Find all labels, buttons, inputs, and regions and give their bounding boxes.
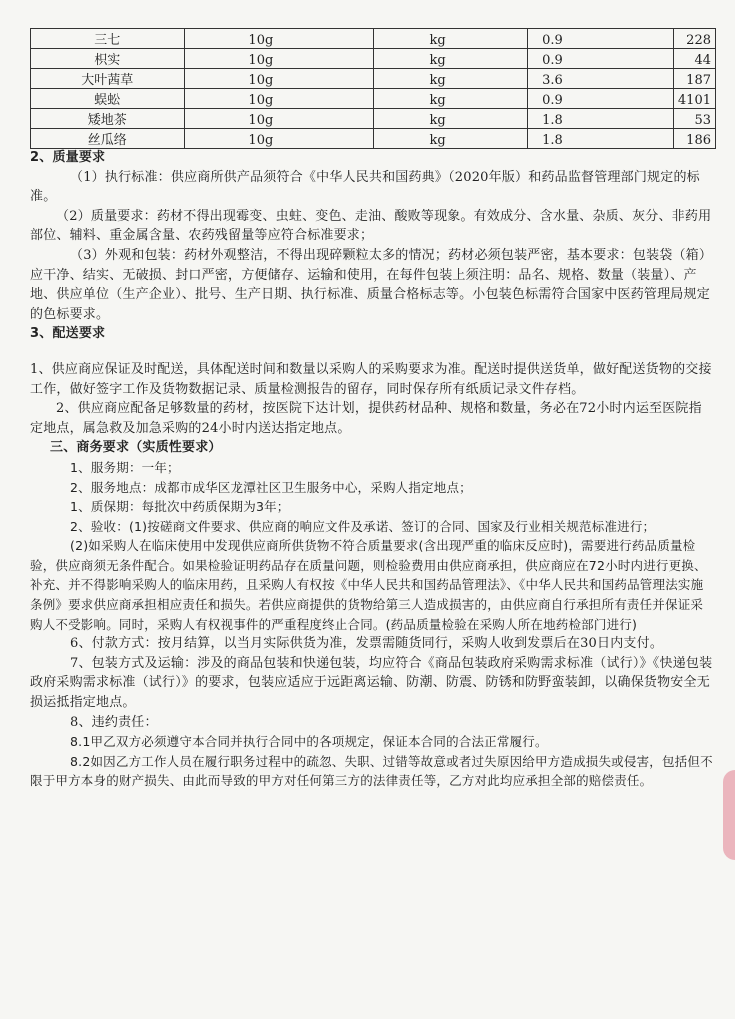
paragraph-service-period: 1、服务期：一年； — [70, 459, 180, 475]
herb-name-cell: 枳实 — [31, 49, 185, 69]
spec-cell: 10g — [184, 29, 374, 49]
herb-table-body — [31, 29, 716, 149]
unit-cell: kg — [374, 29, 528, 49]
price-cell: 186 — [673, 129, 715, 149]
quantity-cell: 1.8 — [528, 109, 674, 129]
herb-name-cell: 矮地茶 — [31, 109, 185, 129]
price-cell: 53 — [673, 109, 715, 129]
paragraph-delivery-1: 1、供应商应保证及时配送，具体配送时间和数量以采购人的采购要求为准。配送时提供送货单，做好配送货物的交接工作，做好签字工作及货物数据记录、质量检测报告的留存，同时保存所有纸质记录文件存档。 — [30, 361, 712, 397]
paragraph-quality-requirement: （2）质量要求：药材不得出现霉变、虫蛀、变色、走油、酸败等现象。有效成分、含水量、杂质、灰分、非药用部位、辅料、重金属含量、农药残留量等应符合标准要求； — [30, 208, 712, 244]
quantity-cell: 1.8 — [528, 129, 674, 149]
table-row — [31, 129, 716, 149]
spec-cell: 10g — [184, 89, 374, 109]
herb-name-cell: 三七 — [31, 29, 185, 49]
section-heading-business: 三、商务要求（实质性要求） — [50, 440, 222, 456]
paragraph-standard: （1）执行标准：供应商所供产品须符合《中华人民共和国药典》（2020年版）和药品监督管理部门规定的标准。 — [30, 169, 700, 205]
herb-name-cell: 丝瓜络 — [31, 129, 185, 149]
spec-cell: 10g — [184, 69, 374, 89]
price-cell: 187 — [673, 69, 715, 89]
quantity-cell: 0.9 — [528, 89, 674, 109]
herb-name-cell: 蜈蚣 — [31, 89, 185, 109]
paragraph-warranty: 1、质保期：每批次中药质保期为3年； — [70, 499, 290, 515]
table-row — [31, 69, 716, 89]
seal-stamp-edge — [723, 770, 735, 860]
document-text — [30, 148, 714, 791]
table-row — [31, 89, 716, 109]
table-row — [31, 109, 716, 129]
paragraph-breach-heading: 8、违约责任： — [70, 714, 158, 730]
herb-table — [30, 28, 716, 149]
section-heading-delivery: 3、配送要求 — [30, 326, 106, 342]
paragraph-packaging-detail: 应干净、结实、无破损、封口严密，方便储存、运输和使用，在每件包装上须注明：品名、规格、数量（装量）、产地、供应单位（生产企业）、批号、生产日期、执行标准、质量合格标志等。小包装色标需符合国家中医药管理局规定的色标要求。 — [30, 267, 710, 322]
paragraph-acceptance: 2、验收：(1)按磋商文件要求、供应商的响应文件及承诺、签订的合同、国家及行业相关规范标准进行； — [70, 518, 656, 534]
paragraph-appearance-packaging: （3）外观和包装：药材外观整洁，不得出现碎颗粒太多的情况；药材必须包装严密，基本要求：包装袋（箱） — [70, 247, 713, 263]
price-cell: 228 — [673, 29, 715, 49]
unit-cell: kg — [374, 89, 528, 109]
unit-cell: kg — [374, 129, 528, 149]
unit-cell: kg — [374, 49, 528, 69]
quantity-cell: 3.6 — [528, 69, 674, 89]
spec-cell: 10g — [184, 129, 374, 149]
unit-cell: kg — [374, 109, 528, 129]
paragraph-breach-8-1: 8.1甲乙双方必须遵守本合同并执行合同中的各项规定，保证本合同的合法正常履行。 — [70, 734, 548, 750]
paragraph-service-location: 2、服务地点：成都市成华区龙潭社区卫生服务中心，采购人指定地点； — [70, 479, 472, 495]
paragraph-delivery-2: 2、供应商应配备足够数量的药材，按医院下达计划，提供药材品种、规格和数量，务必在72小时内运至医院指定地点，属急救及加急采购的24小时内送达指定地点。 — [30, 401, 702, 436]
spec-cell: 10g — [184, 109, 374, 129]
spacer — [30, 344, 714, 360]
paragraph-packaging-transport: 7、包装方式及运输：涉及的商品包装和快递包装，均应符合《商品包装政府采购需求标准（试行）》《快递包装政府采购需求标准（试行）》的要求，包装应适应于远距离运输、防潮、防震、防锈和防野蛮装卸，以确保货物安全无损运抵指定地点。 — [30, 655, 713, 711]
price-cell: 44 — [673, 49, 715, 69]
quantity-cell: 0.9 — [528, 29, 674, 49]
paragraph-quality-inspection: (2)如采购人在临床使用中发现供应商所供货物不符合质量要求(含出现严重的临床反应时)，需要进行药品质量检验，供应商须无条件配合。如果检验证明药品存在质量问题，则检验费用由供应商承担，供应商应在72小时内进行更换、补充、并不得影响采购人的临床用药，且采购人有权按《中华人民共和国药品管理法》、《中华人民共和国药品管理法实施条例》要求供应商承担相应责任和损失。若供应商提供的货物给第三人造成损害的，由供应商自行承担所有责任并保证采购人不受影响。同时，采购人有权视事件的严重程度终止合同。(药品质量检验在采购人所在地药检部门进行) — [30, 538, 707, 632]
paragraph-payment: 6、付款方式：按月结算，以当月实际供货为准，发票需随货同行，采购人收到发票后在30日内支付。 — [70, 636, 664, 652]
unit-cell: kg — [374, 69, 528, 89]
section-heading-quality: 2、质量要求 — [30, 150, 106, 165]
table-row — [31, 29, 716, 49]
price-cell: 4101 — [673, 89, 715, 109]
spec-cell: 10g — [184, 49, 374, 69]
table-row — [31, 49, 716, 69]
paragraph-breach-8-2: 8.2如因乙方工作人员在履行职务过程中的疏忽、失职、过错等故意或者过失原因给甲方造成损失或侵害，包括但不限于甲方本身的财产损失、由此而导致的甲方对任何第三方的法律责任等，乙方对此均应承担全部的赔偿责任。 — [30, 753, 713, 789]
herb-name-cell: 大叶茜草 — [31, 69, 185, 89]
quantity-cell: 0.9 — [528, 49, 674, 69]
